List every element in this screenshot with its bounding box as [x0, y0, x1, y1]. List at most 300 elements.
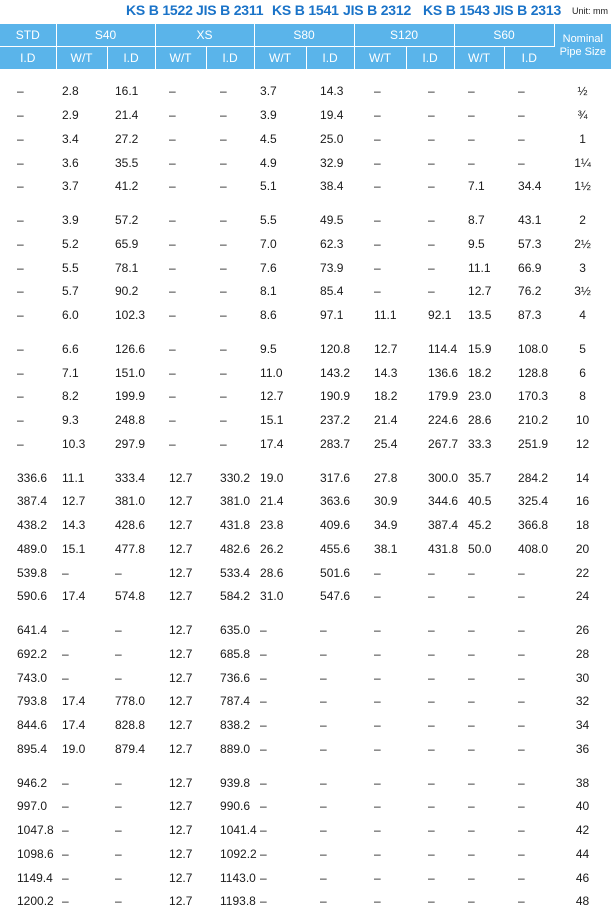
- table-cell: 34.9: [354, 513, 406, 537]
- table-cell: –: [354, 890, 406, 913]
- table-row: [0, 385, 611, 409]
- standard-jis-b-2311: JIS B 2311: [196, 2, 263, 18]
- table-cell: 297.9: [107, 432, 155, 456]
- table-row: [0, 761, 611, 795]
- table-row: [0, 513, 611, 537]
- table-cell: 28.6: [454, 408, 504, 432]
- table-cell: –: [454, 818, 504, 842]
- table-cell: –: [454, 561, 504, 585]
- table-cell: –: [206, 69, 254, 103]
- table-cell: –: [504, 842, 554, 866]
- standard-ks-b-1543: KS B 1543: [423, 2, 490, 18]
- table-cell: 12.7: [155, 866, 206, 890]
- table-cell: –: [354, 866, 406, 890]
- table-cell: 237.2: [306, 408, 354, 432]
- table-cell: –: [406, 608, 454, 642]
- table-row: [0, 608, 611, 642]
- table-cell: –: [354, 761, 406, 795]
- table-cell: 844.6: [0, 713, 56, 737]
- table-cell: –: [0, 69, 56, 103]
- table-cell: –: [406, 280, 454, 304]
- table-cell: –: [406, 761, 454, 795]
- table-cell: –: [354, 175, 406, 199]
- table-cell: 190.9: [306, 385, 354, 409]
- table-cell: 17.4: [56, 585, 107, 609]
- nominal-size-cell: 6: [554, 361, 611, 385]
- table-cell: –: [206, 280, 254, 304]
- table-cell: –: [254, 608, 306, 642]
- table-cell: 408.0: [504, 537, 554, 561]
- table-cell: –: [56, 561, 107, 585]
- table-cell: –: [406, 69, 454, 103]
- table-cell: 136.6: [406, 361, 454, 385]
- table-cell: 635.0: [206, 608, 254, 642]
- table-cell: 9.5: [454, 232, 504, 256]
- table-cell: 787.4: [206, 690, 254, 714]
- table-cell: 12.7: [155, 842, 206, 866]
- header-xs: XS: [155, 24, 254, 47]
- table-cell: 43.1: [504, 198, 554, 232]
- table-cell: 21.4: [107, 103, 155, 127]
- table-cell: –: [504, 608, 554, 642]
- table-cell: –: [155, 432, 206, 456]
- subheader-std-id: I.D: [0, 47, 56, 70]
- table-cell: 330.2: [206, 456, 254, 490]
- table-cell: 12.7: [254, 385, 306, 409]
- table-cell: 895.4: [0, 737, 56, 761]
- table-row: [0, 432, 611, 456]
- table-cell: 7.1: [56, 361, 107, 385]
- table-cell: –: [454, 842, 504, 866]
- table-cell: –: [56, 761, 107, 795]
- table-cell: 19.4: [306, 103, 354, 127]
- table-cell: 12.7: [155, 537, 206, 561]
- table-cell: 14.3: [354, 361, 406, 385]
- table-cell: 19.0: [56, 737, 107, 761]
- header-s80: S80: [254, 24, 354, 47]
- nominal-size-cell: 2: [554, 198, 611, 232]
- table-cell: 3.7: [254, 69, 306, 103]
- table-cell: 778.0: [107, 690, 155, 714]
- table-cell: 92.1: [406, 303, 454, 327]
- table-cell: 45.2: [454, 513, 504, 537]
- nominal-size-cell: 3: [554, 256, 611, 280]
- table-cell: –: [107, 890, 155, 913]
- table-cell: 33.3: [454, 432, 504, 456]
- table-cell: –: [306, 666, 354, 690]
- table-cell: 15.9: [454, 327, 504, 361]
- nominal-size-cell: 1½: [554, 175, 611, 199]
- table-cell: 1092.2: [206, 842, 254, 866]
- subheader-id: I.D: [107, 47, 155, 70]
- table-cell: –: [254, 713, 306, 737]
- table-cell: 32.9: [306, 151, 354, 175]
- table-cell: 12.7: [56, 490, 107, 514]
- table-cell: 477.8: [107, 537, 155, 561]
- table-cell: –: [504, 818, 554, 842]
- table-cell: 179.9: [406, 385, 454, 409]
- table-cell: 990.6: [206, 795, 254, 819]
- nominal-size-cell: 42: [554, 818, 611, 842]
- table-cell: 12.7: [155, 561, 206, 585]
- table-cell: 12.7: [155, 761, 206, 795]
- subheader-wt: W/T: [155, 47, 206, 70]
- table-cell: 431.8: [206, 513, 254, 537]
- table-cell: –: [354, 737, 406, 761]
- table-cell: –: [206, 256, 254, 280]
- table-cell: –: [406, 690, 454, 714]
- table-cell: 12.7: [155, 513, 206, 537]
- table-cell: 387.4: [406, 513, 454, 537]
- nominal-size-cell: 18: [554, 513, 611, 537]
- table-row: [0, 818, 611, 842]
- table-cell: 126.6: [107, 327, 155, 361]
- table-row: [0, 866, 611, 890]
- table-row: [0, 127, 611, 151]
- table-row: [0, 713, 611, 737]
- table-cell: 997.0: [0, 795, 56, 819]
- table-cell: –: [406, 737, 454, 761]
- table-cell: –: [206, 385, 254, 409]
- table-cell: 27.2: [107, 127, 155, 151]
- table-cell: 87.3: [504, 303, 554, 327]
- table-cell: –: [504, 666, 554, 690]
- nominal-size-cell: 48: [554, 890, 611, 913]
- table-cell: 62.3: [306, 232, 354, 256]
- table-cell: –: [155, 256, 206, 280]
- subheader-wt: W/T: [354, 47, 406, 70]
- table-cell: 300.0: [406, 456, 454, 490]
- table-cell: 793.8: [0, 690, 56, 714]
- table-cell: –: [155, 151, 206, 175]
- table-cell: –: [155, 103, 206, 127]
- table-cell: –: [354, 151, 406, 175]
- table-cell: 28.6: [254, 561, 306, 585]
- subheader-wt: W/T: [454, 47, 504, 70]
- table-cell: 8.2: [56, 385, 107, 409]
- table-cell: –: [504, 127, 554, 151]
- table-cell: –: [56, 866, 107, 890]
- header-std: STD: [0, 24, 56, 47]
- table-cell: –: [504, 690, 554, 714]
- table-cell: –: [0, 127, 56, 151]
- table-cell: 641.4: [0, 608, 56, 642]
- table-cell: –: [107, 866, 155, 890]
- table-cell: –: [107, 608, 155, 642]
- table-row: [0, 280, 611, 304]
- table-cell: 8.6: [254, 303, 306, 327]
- table-cell: –: [354, 198, 406, 232]
- table-cell: 41.2: [107, 175, 155, 199]
- table-cell: 23.0: [454, 385, 504, 409]
- table-cell: –: [354, 256, 406, 280]
- table-cell: 17.4: [56, 713, 107, 737]
- table-cell: 12.7: [155, 585, 206, 609]
- table-cell: 692.2: [0, 642, 56, 666]
- table-cell: –: [354, 795, 406, 819]
- table-cell: –: [406, 256, 454, 280]
- table-cell: 143.2: [306, 361, 354, 385]
- nominal-size-cell: 28: [554, 642, 611, 666]
- table-cell: –: [504, 69, 554, 103]
- table-cell: –: [155, 232, 206, 256]
- table-cell: 49.5: [306, 198, 354, 232]
- table-cell: 11.1: [454, 256, 504, 280]
- table-cell: 210.2: [504, 408, 554, 432]
- table-cell: –: [155, 69, 206, 103]
- table-row: [0, 795, 611, 819]
- table-cell: –: [504, 761, 554, 795]
- table-cell: 284.2: [504, 456, 554, 490]
- table-row: [0, 490, 611, 514]
- table-cell: 15.1: [56, 537, 107, 561]
- table-cell: –: [454, 761, 504, 795]
- table-cell: –: [306, 690, 354, 714]
- table-cell: 3.9: [56, 198, 107, 232]
- header-s120: S120: [354, 24, 454, 47]
- table-cell: 17.4: [56, 690, 107, 714]
- table-cell: –: [206, 303, 254, 327]
- table-cell: 574.8: [107, 585, 155, 609]
- table-cell: –: [206, 103, 254, 127]
- table-cell: –: [0, 408, 56, 432]
- table-cell: 15.1: [254, 408, 306, 432]
- table-row: [0, 561, 611, 585]
- table-cell: –: [254, 642, 306, 666]
- table-cell: 455.6: [306, 537, 354, 561]
- subheader-wt: W/T: [56, 47, 107, 70]
- table-cell: –: [354, 103, 406, 127]
- table-cell: –: [406, 890, 454, 913]
- table-cell: –: [454, 737, 504, 761]
- table-cell: 1098.6: [0, 842, 56, 866]
- table-cell: –: [406, 642, 454, 666]
- table-cell: –: [206, 175, 254, 199]
- table-cell: –: [0, 198, 56, 232]
- table-cell: 828.8: [107, 713, 155, 737]
- table-cell: –: [504, 642, 554, 666]
- table-cell: 939.8: [206, 761, 254, 795]
- nominal-size-cell: 8: [554, 385, 611, 409]
- table-cell: –: [107, 761, 155, 795]
- table-cell: 736.6: [206, 666, 254, 690]
- table-cell: –: [254, 866, 306, 890]
- nominal-size-cell: 26: [554, 608, 611, 642]
- table-row: [0, 151, 611, 175]
- table-cell: 12.7: [155, 666, 206, 690]
- table-cell: –: [406, 198, 454, 232]
- pipe-schedule-table: [0, 24, 611, 913]
- table-cell: –: [354, 818, 406, 842]
- table-cell: 248.8: [107, 408, 155, 432]
- table-cell: 30.9: [354, 490, 406, 514]
- table-cell: 8.7: [454, 198, 504, 232]
- table-cell: 26.2: [254, 537, 306, 561]
- table-cell: 12.7: [155, 642, 206, 666]
- table-cell: –: [354, 69, 406, 103]
- table-cell: –: [254, 890, 306, 913]
- table-cell: 12.7: [155, 456, 206, 490]
- table-cell: –: [56, 642, 107, 666]
- table-body: [0, 69, 611, 913]
- table-cell: –: [155, 408, 206, 432]
- table-cell: 14.3: [306, 69, 354, 103]
- table-cell: 23.8: [254, 513, 306, 537]
- table-cell: –: [306, 795, 354, 819]
- table-cell: –: [306, 737, 354, 761]
- table-cell: 12.7: [155, 490, 206, 514]
- table-cell: 38.4: [306, 175, 354, 199]
- table-cell: –: [206, 127, 254, 151]
- table-cell: 21.4: [354, 408, 406, 432]
- table-cell: 12.7: [454, 280, 504, 304]
- table-cell: 78.1: [107, 256, 155, 280]
- table-cell: –: [56, 666, 107, 690]
- table-cell: 11.0: [254, 361, 306, 385]
- table-cell: 428.6: [107, 513, 155, 537]
- table-cell: –: [504, 151, 554, 175]
- table-cell: 25.0: [306, 127, 354, 151]
- table-cell: –: [306, 890, 354, 913]
- table-cell: –: [254, 666, 306, 690]
- table-cell: 114.4: [406, 327, 454, 361]
- table-cell: –: [155, 361, 206, 385]
- table-cell: 14.3: [56, 513, 107, 537]
- table-cell: 13.5: [454, 303, 504, 327]
- table-cell: 66.9: [504, 256, 554, 280]
- table-cell: –: [454, 666, 504, 690]
- table-cell: 685.8: [206, 642, 254, 666]
- table-cell: –: [454, 585, 504, 609]
- table-cell: 1200.2: [0, 890, 56, 913]
- table-row: [0, 537, 611, 561]
- nominal-size-cell: 40: [554, 795, 611, 819]
- table-cell: –: [306, 866, 354, 890]
- table-cell: 12.7: [155, 608, 206, 642]
- table-cell: 102.3: [107, 303, 155, 327]
- table-cell: –: [0, 327, 56, 361]
- table-cell: –: [406, 795, 454, 819]
- table-cell: 336.6: [0, 456, 56, 490]
- table-cell: –: [406, 175, 454, 199]
- table-cell: –: [306, 842, 354, 866]
- nominal-size-cell: 14: [554, 456, 611, 490]
- table-cell: 1041.4: [206, 818, 254, 842]
- table-cell: 128.8: [504, 361, 554, 385]
- subheader-id: I.D: [406, 47, 454, 70]
- table-row: [0, 198, 611, 232]
- table-cell: 57.2: [107, 198, 155, 232]
- nominal-size-cell: ¾: [554, 103, 611, 127]
- table-cell: –: [354, 608, 406, 642]
- table-row: [0, 666, 611, 690]
- table-cell: 344.6: [406, 490, 454, 514]
- table-cell: –: [454, 127, 504, 151]
- table-cell: 3.9: [254, 103, 306, 127]
- table-cell: 21.4: [254, 490, 306, 514]
- table-cell: 120.8: [306, 327, 354, 361]
- table-cell: 489.0: [0, 537, 56, 561]
- table-cell: 12.7: [155, 890, 206, 913]
- header-s60: S60: [454, 24, 554, 47]
- table-cell: 224.6: [406, 408, 454, 432]
- table-cell: 170.3: [504, 385, 554, 409]
- table-cell: –: [155, 303, 206, 327]
- table-cell: –: [354, 280, 406, 304]
- table-cell: 838.2: [206, 713, 254, 737]
- table-cell: 40.5: [454, 490, 504, 514]
- table-cell: 409.6: [306, 513, 354, 537]
- table-cell: –: [254, 795, 306, 819]
- table-cell: –: [354, 232, 406, 256]
- table-cell: 7.1: [454, 175, 504, 199]
- table-cell: –: [107, 842, 155, 866]
- table-cell: –: [504, 585, 554, 609]
- table-row: [0, 175, 611, 199]
- table-cell: 19.0: [254, 456, 306, 490]
- table-cell: –: [454, 795, 504, 819]
- standard-jis-b-2312: JIS B 2312: [343, 2, 411, 18]
- table-cell: –: [454, 713, 504, 737]
- table-cell: –: [254, 818, 306, 842]
- table-cell: –: [107, 561, 155, 585]
- nominal-size-cell: 30: [554, 666, 611, 690]
- table-cell: –: [254, 842, 306, 866]
- table-cell: –: [206, 151, 254, 175]
- table-cell: –: [454, 608, 504, 642]
- table-cell: 50.0: [454, 537, 504, 561]
- table-row: [0, 103, 611, 127]
- table-cell: 27.8: [354, 456, 406, 490]
- table-cell: –: [206, 198, 254, 232]
- nominal-size-cell: 44: [554, 842, 611, 866]
- table-row: [0, 642, 611, 666]
- table-cell: –: [155, 127, 206, 151]
- table-cell: –: [454, 69, 504, 103]
- table-cell: –: [504, 795, 554, 819]
- table-cell: 38.1: [354, 537, 406, 561]
- table-cell: –: [406, 151, 454, 175]
- header-nominal-pipe-size: Nominal Pipe Size: [554, 24, 611, 69]
- unit-label: Unit: mm: [572, 6, 608, 16]
- table-cell: 1143.0: [206, 866, 254, 890]
- table-cell: 9.5: [254, 327, 306, 361]
- header-s40: S40: [56, 24, 155, 47]
- table-cell: 11.1: [56, 456, 107, 490]
- table-cell: 31.0: [254, 585, 306, 609]
- table-row: [0, 890, 611, 913]
- table-cell: 12.7: [155, 795, 206, 819]
- table-cell: –: [504, 890, 554, 913]
- table-cell: 381.0: [107, 490, 155, 514]
- table-cell: 12.7: [354, 327, 406, 361]
- table-cell: –: [406, 232, 454, 256]
- table-cell: 333.4: [107, 456, 155, 490]
- table-cell: –: [454, 690, 504, 714]
- table-cell: 251.9: [504, 432, 554, 456]
- table-cell: 4.5: [254, 127, 306, 151]
- table-cell: –: [0, 175, 56, 199]
- nominal-size-cell: 4: [554, 303, 611, 327]
- table-cell: –: [306, 642, 354, 666]
- table-cell: –: [254, 690, 306, 714]
- table-cell: –: [56, 795, 107, 819]
- table-cell: –: [0, 280, 56, 304]
- nominal-size-cell: 36: [554, 737, 611, 761]
- nominal-size-cell: 2½: [554, 232, 611, 256]
- table-cell: 879.4: [107, 737, 155, 761]
- table-cell: –: [406, 585, 454, 609]
